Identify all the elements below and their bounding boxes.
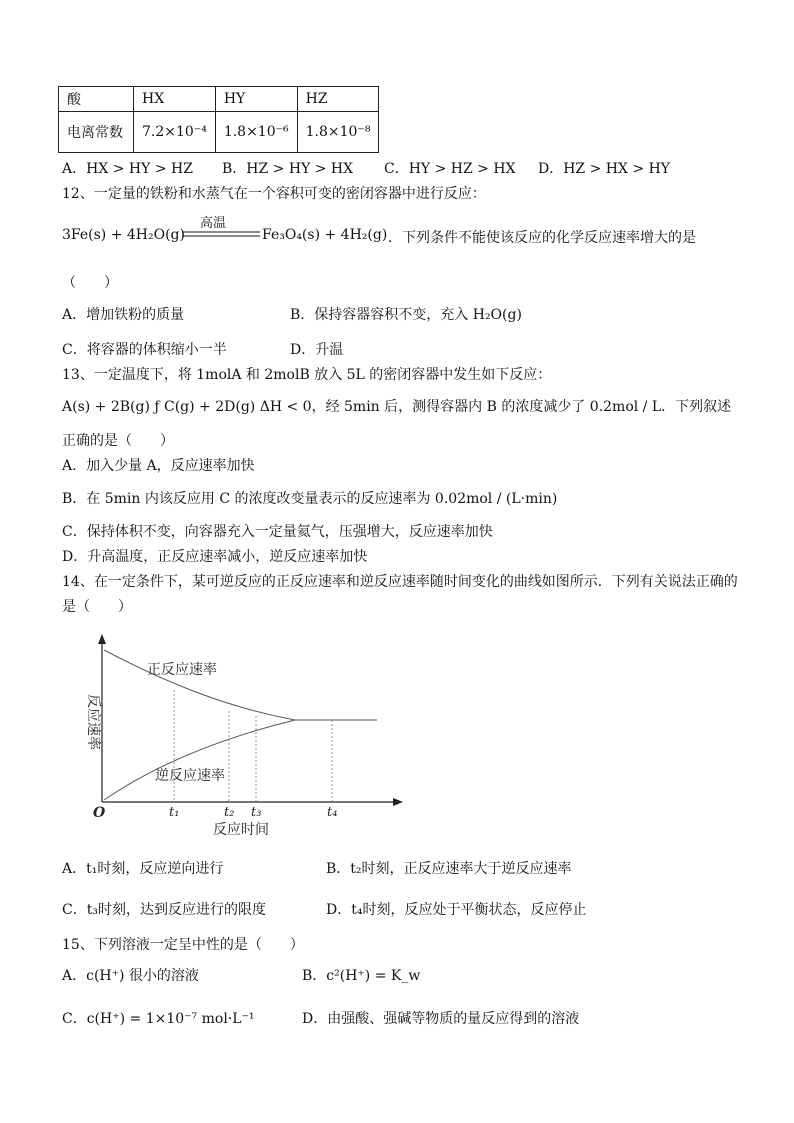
tick-label-t1: t₁ bbox=[169, 805, 180, 820]
table-row-label: 电离常数 bbox=[59, 112, 134, 153]
q12-option-b: B．保持容器容积不变，充入 H₂O(g) bbox=[290, 307, 522, 323]
q12-option-c: C．将容器的体积缩小一半 bbox=[62, 342, 227, 358]
forward-rate-curve bbox=[104, 650, 377, 720]
tick-label-t4: t₄ bbox=[327, 805, 338, 820]
q14-option-a: A．t₁时刻，反应逆向进行 bbox=[62, 861, 224, 877]
table-header-hz: HZ bbox=[297, 87, 379, 112]
y-axis-label: 反应速率 bbox=[85, 694, 101, 750]
q13-stem2: 正确的是（ ） bbox=[62, 433, 174, 449]
q13-option-c: C．保持体积不变，向容器充入一定量氦气，压强增大，反应速率加快 bbox=[62, 524, 493, 540]
q12-stem: 12、一定量的铁粉和水蒸气在一个容积可变的密闭容器中进行反应： bbox=[62, 186, 486, 202]
q11-option-d: D．HZ > HX > HY bbox=[538, 161, 671, 177]
q14-stem: 14、在一定条件下，某可逆反应的正反应速率和逆反应速率随时间变化的曲线如图所示．下列有关说法正确的 bbox=[62, 574, 738, 590]
forward-rate-label: 正反应速率 bbox=[147, 662, 217, 678]
table-header-hy: HY bbox=[215, 87, 297, 112]
q15-option-a: A．c(H⁺) 很小的溶液 bbox=[62, 968, 199, 984]
q12-condition: 高温 bbox=[200, 216, 227, 231]
q15-option-c: C．c(H⁺) = 1×10⁻⁷ mol·L⁻¹ bbox=[62, 1011, 255, 1027]
q11-option-a: A．HX > HY > HZ bbox=[62, 161, 193, 177]
q13-option-d: D．升高温度，正反应速率减小，逆反应速率加快 bbox=[62, 549, 368, 565]
reverse-rate-label: 逆反应速率 bbox=[155, 768, 225, 784]
q14-option-b: B．t₂时刻，正反应速率大于逆反应速率 bbox=[326, 861, 572, 877]
q12-equation-right: Fe₃O₄(s) + 4H₂(g) bbox=[262, 227, 388, 243]
table-header-hx: HX bbox=[134, 87, 216, 112]
q12-stem-tail: ．下列条件不能使该反应的化学反应速率增大的是 bbox=[388, 230, 696, 246]
tick-label-t2: t₂ bbox=[224, 805, 235, 820]
reverse-rate-curve bbox=[104, 720, 295, 800]
table-header-acid: 酸 bbox=[59, 87, 134, 112]
q14-option-c: C．t₃时刻，达到反应进行的限度 bbox=[62, 902, 266, 918]
q13-equation: A(s) + 2B(g) ƒ C(g) + 2D(g) ΔH < 0，经 5min 后，测得容器内 B 的浓度减少了 0.2mol / L．下列叙述 bbox=[62, 399, 732, 415]
q11-option-c: C．HY > HZ > HX bbox=[384, 161, 516, 177]
x-axis-arrow-icon bbox=[393, 798, 403, 806]
q12-equation-left: 3Fe(s) + 4H₂O(g) bbox=[62, 227, 185, 243]
q12-option-a: A．增加铁粉的质量 bbox=[62, 307, 185, 323]
table-cell-hx: 7.2×10⁻⁴ bbox=[134, 112, 216, 153]
q14-stem2: 是（ ） bbox=[62, 599, 132, 615]
y-axis-arrow-icon bbox=[98, 634, 106, 644]
table-cell-hy: 1.8×10⁻⁶ bbox=[215, 112, 297, 153]
x-axis-label: 反应时间 bbox=[213, 822, 269, 838]
q15-option-d: D．由强酸、强碱等物质的量反应得到的溶液 bbox=[302, 1011, 580, 1027]
q15-stem: 15、下列溶液一定呈中性的是（ ） bbox=[62, 937, 304, 953]
rate-time-graph bbox=[85, 632, 405, 842]
q13-option-b: B．在 5min 内该反应用 C 的浓度改变量表示的反应速率为 0.02mol / (L·min) bbox=[62, 491, 558, 507]
q11-option-b: B．HZ > HY > HX bbox=[222, 161, 354, 177]
q12-answer-blank: （ ） bbox=[62, 275, 118, 291]
tick-label-t3: t₃ bbox=[251, 805, 262, 820]
origin-label: O bbox=[93, 805, 106, 821]
ionization-constant-table bbox=[58, 86, 379, 153]
q13-stem: 13、一定温度下，将 1molA 和 2molB 放入 5L 的密闭容器中发生如下反应： bbox=[62, 367, 552, 383]
q15-option-b: B．c²(H⁺) = K_w bbox=[302, 968, 421, 984]
table-cell-hz: 1.8×10⁻⁸ bbox=[297, 112, 379, 153]
q14-option-d: D．t₄时刻，反应处于平衡状态，反应停止 bbox=[326, 902, 587, 918]
q12-equals-arrow bbox=[182, 230, 262, 238]
q12-option-d: D．升温 bbox=[290, 342, 344, 358]
q13-option-a: A．加入少量 A，反应速率加快 bbox=[62, 458, 255, 474]
